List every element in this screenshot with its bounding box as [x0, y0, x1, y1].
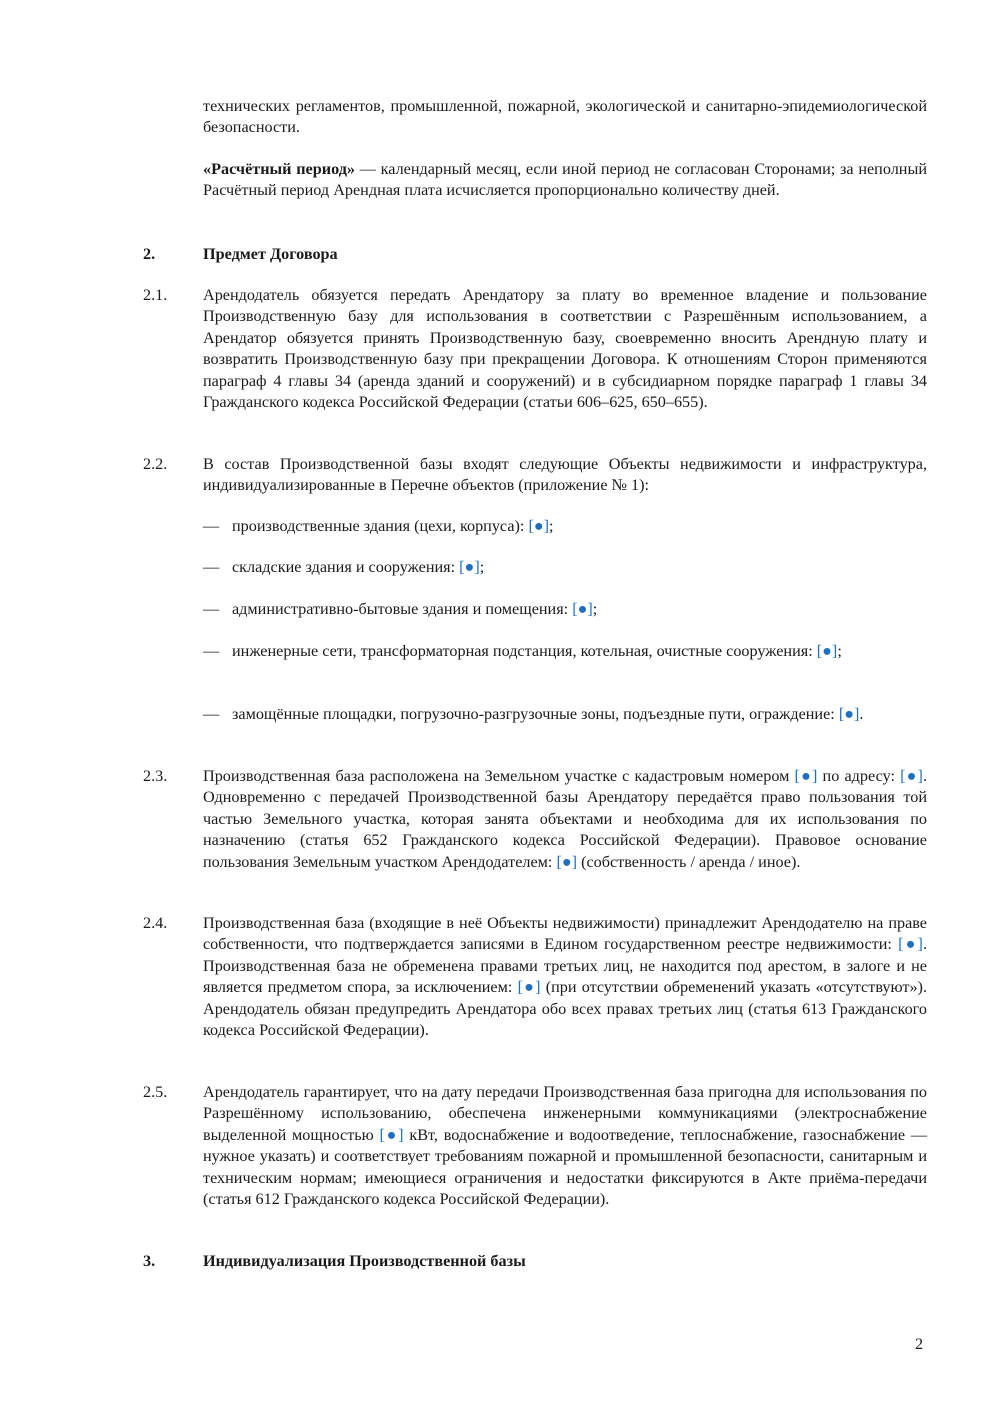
definition-text: — календарный месяц, если иной период не согласован Сторонами; за неполный Расчётный период Арендная плата исчисляется пропорционально количеству дней.: [203, 160, 928, 200]
clause-number: 2.5.: [143, 1083, 168, 1101]
clause-text: Производственная база расположена на Земельном участке с кадастровым номером [●] по адресу: [●]. Одновременно с передачей Производственной базы Арендатору передаётся право пользования той частью Земельного участка, которая занята объектами и необходима для их использования по назначению (статья 652 Гражданского кодекса Российской Федерации). Правовое основание пользования Земельным участком Арендодателем: [●] (собственность / аренда / иное).: [203, 767, 927, 871]
list-item: [232, 557, 927, 578]
list-dash: —: [203, 600, 220, 618]
clause-number: 2.1.: [143, 286, 168, 304]
placeholder-marker: [●]: [379, 1125, 404, 1144]
placeholder-marker: [●]: [900, 767, 923, 785]
list-item: [232, 704, 927, 725]
placeholder-marker: [●]: [838, 705, 860, 723]
clause-text: Арендодатель обязуется передать Арендатору за плату во временное владение и пользование Производственную базу для использования в соответствии с Разрешённым использованием, а Арендатор обязуется принять Производственную базу, своевременно вносить Арендную плату и возвратить Производственную базу при прекращении Договора. К отношениям Сторон применяются параграф 4 главы 34 (аренда зданий и сооружений) и в субсидиарном порядке параграф 1 главы 34 Гражданского кодекса Российской Федерации (статьи 606–625, 650–655).: [203, 286, 927, 412]
list-item-text: производственные здания (цехи, корпуса):: [232, 517, 529, 535]
clause-number: 2.3.: [143, 767, 168, 785]
list-dash: —: [203, 642, 220, 660]
placeholder-marker: [●]: [459, 558, 480, 576]
list-item-end: ;: [592, 600, 598, 618]
placeholder-marker: [●]: [528, 517, 549, 535]
list-dash: —: [203, 705, 220, 723]
section-title: Индивидуализация Производственной базы: [203, 1252, 526, 1270]
list-dash: —: [203, 558, 220, 576]
placeholder-marker: [●]: [816, 642, 838, 660]
placeholder-marker: [●]: [898, 935, 923, 954]
definition-paragraph: [203, 159, 927, 202]
clause-text: В состав Производственной базы входят следующие Объекты недвижимости и инфраструктура, индивидуализированные в Перечне объектов (приложение № 1):: [203, 455, 927, 495]
list-item-text: инженерные сети, трансформаторная подстанция, котельная, очистные сооружения:: [232, 642, 817, 660]
placeholder-marker: [●]: [556, 852, 578, 871]
list-item-end: .: [859, 705, 864, 723]
placeholder-marker: [●]: [572, 600, 593, 618]
list-item: [232, 516, 927, 537]
list-item-end: ;: [479, 558, 485, 576]
defined-term: «Расчётный период»: [203, 160, 355, 178]
list-item-text: административно-бытовые здания и помещения:: [232, 600, 573, 618]
list-item: [232, 641, 927, 662]
intro-paragraph: технических регламентов, промышленной, пожарной, экологической и санитарно-эпидемиологической безопасности.: [203, 97, 927, 137]
clause-text: Производственная база (входящие в неё Объекты недвижимости) принадлежит Арендодателю на праве собственности, что подтверждается записями в Едином государственном реестре недвижимости: [●]. Производственная база не обременена правами третьих лиц, не находится под арестом, в залоге и не является предметом спора, за исключением: [●] (при отсутствии обременений указать «отсутствуют»). Арендодатель обязан предупредить Арендатора обо всех правах третьих лиц (статья 613 Гражданского кодекса Российской Федерации).: [203, 914, 927, 1040]
list-item-end: ;: [549, 517, 554, 535]
list-item-text: складские здания и сооружения:: [232, 558, 460, 576]
section-title: Предмет Договора: [203, 245, 338, 263]
section-number: 2.: [143, 245, 156, 263]
clause-number: 2.4.: [143, 914, 168, 932]
section-number: 3.: [143, 1252, 156, 1270]
page-number: 2: [915, 1335, 924, 1353]
placeholder-marker: [●]: [517, 978, 541, 997]
list-dash: —: [203, 517, 220, 535]
placeholder-marker: [●]: [794, 767, 818, 785]
clause-text: Арендодатель гарантирует, что на дату передачи Производственная база пригодна для использования по Разрешённому использованию, обеспечена инженерными коммуникациями (электроснабжение выделенной мощностью [●] кВт, водоснабжение и водоотведение, теплоснабжение, газоснабжение — нужное указать) и соответствует требованиям пожарной и промышленной безопасности, санитарным и техническим нормам; имеющиеся ограничения и недостатки фиксируются в Акте приёма-передачи (статья 612 Гражданского кодекса Российской Федерации).: [203, 1083, 928, 1209]
list-item-text: замощённые площадки, погрузочно-разгрузочные зоны, подъездные пути, ограждение:: [232, 705, 839, 723]
clause-number: 2.2.: [143, 455, 168, 473]
list-item: [232, 599, 927, 620]
list-item-end: ;: [837, 642, 842, 660]
